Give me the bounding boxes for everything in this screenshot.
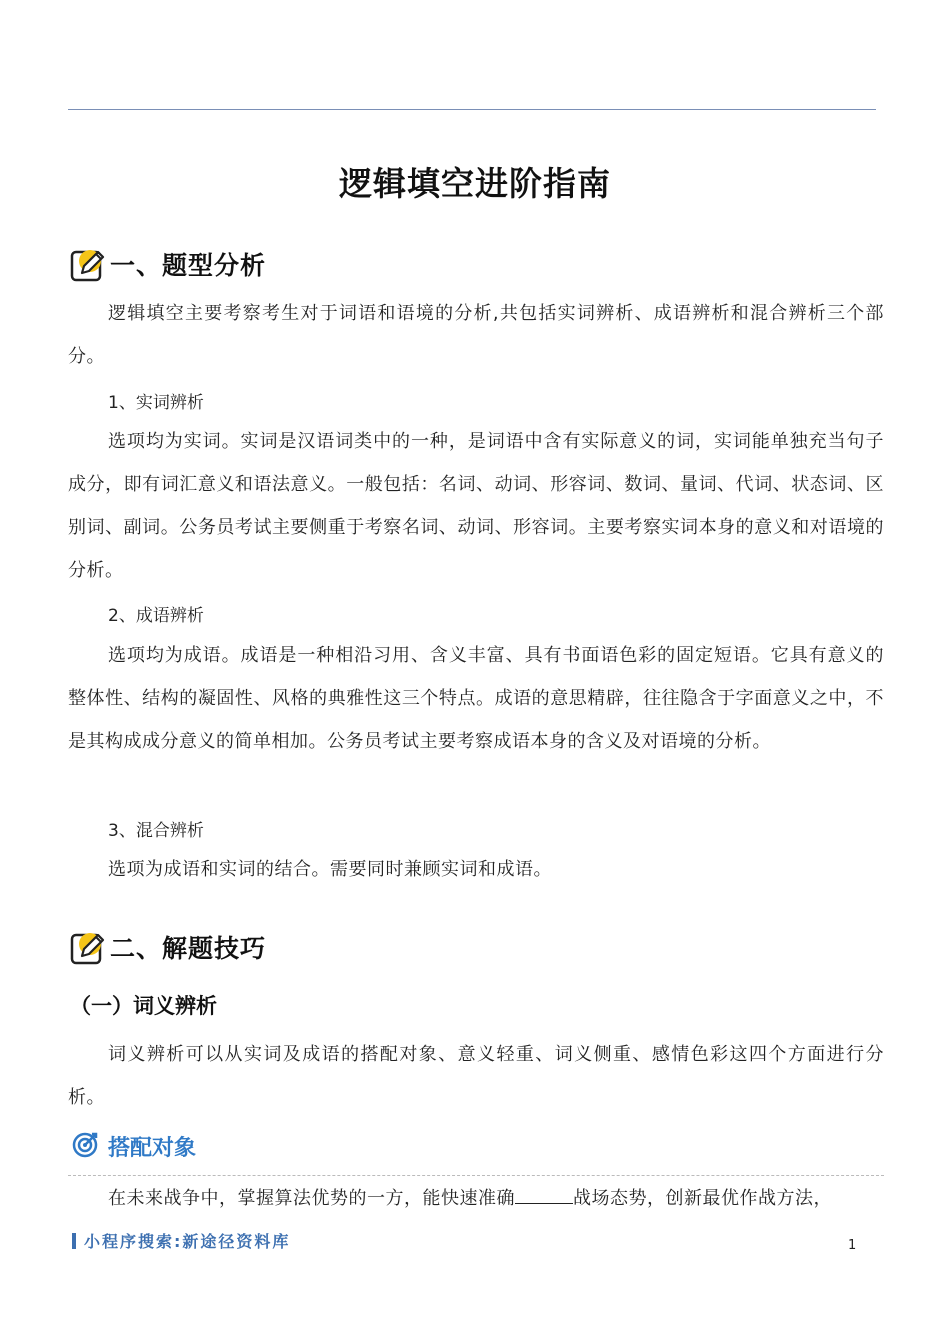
section-heading-label: 二、解题技巧 [110, 934, 267, 963]
edit-note-icon [70, 929, 106, 965]
example-text [68, 1177, 884, 1220]
sub-text: 词义辨析可以从实词及成语的搭配对象、意义轻重、词义侧重、感情色彩这四个方面进行分析。 [68, 1044, 884, 1108]
item1-title: 1、实词辨析 [108, 393, 204, 413]
divider [68, 1175, 884, 1176]
top-rule [68, 109, 876, 110]
footer-text: 小程序搜索:新途径资料库 [84, 1232, 291, 1251]
example-before: 在未来战争中，掌握算法优势的一方，能快速准确 [108, 1188, 515, 1209]
item1-text: 选项均为实词。实词是汉语词类中的一种，是词语中含有实际意义的词，实词能单独充当句子成分，即有词汇意义和语法意义。一般包括：名词、动词、形容词、数词、量词、代词、状态词、区别词、副词。公务员考试主要侧重于考察名词、动词、形容词。主要考察实词本身的意义和对语境的分析。 [68, 431, 884, 581]
edit-note-icon [70, 246, 106, 282]
section-heading-2 [70, 927, 266, 967]
sub-heading: （一）词义辨析 [70, 994, 217, 1018]
footer-bar [72, 1233, 76, 1249]
item2-title: 2、成语辨析 [108, 606, 204, 626]
page-number: 1 [848, 1238, 857, 1253]
fill-blank [515, 1185, 573, 1204]
section-heading-label: 一、题型分析 [110, 251, 267, 280]
point-heading [72, 1131, 196, 1161]
item3-text: 选项为成语和实词的结合。需要同时兼顾实词和成语。 [108, 859, 552, 880]
example-after: 战场态势，创新最优作战方法， [573, 1188, 832, 1209]
point-heading-label: 搭配对象 [108, 1135, 197, 1161]
target-icon [72, 1130, 100, 1162]
item2-text: 选项均为成语。成语是一种相沿习用、含义丰富、具有书面语色彩的固定短语。它具有意义的整体性、结构的凝固性、风格的典雅性这三个特点。成语的意思精辟，往往隐含于字面意义之中，不是其构成成分意义的简单相加。公务员考试主要考察成语本身的含义及对语境的分析。 [68, 645, 884, 752]
footer-note [72, 1229, 290, 1252]
page-title: 逻辑填空进阶指南 [339, 164, 611, 203]
section-heading-1 [70, 244, 266, 284]
item3-title: 3、混合辨析 [108, 821, 204, 841]
section1-intro: 逻辑填空主要考察考生对于词语和语境的分析,共包括实词辨析、成语辨析和混合辨析三个部分。 [68, 303, 884, 367]
